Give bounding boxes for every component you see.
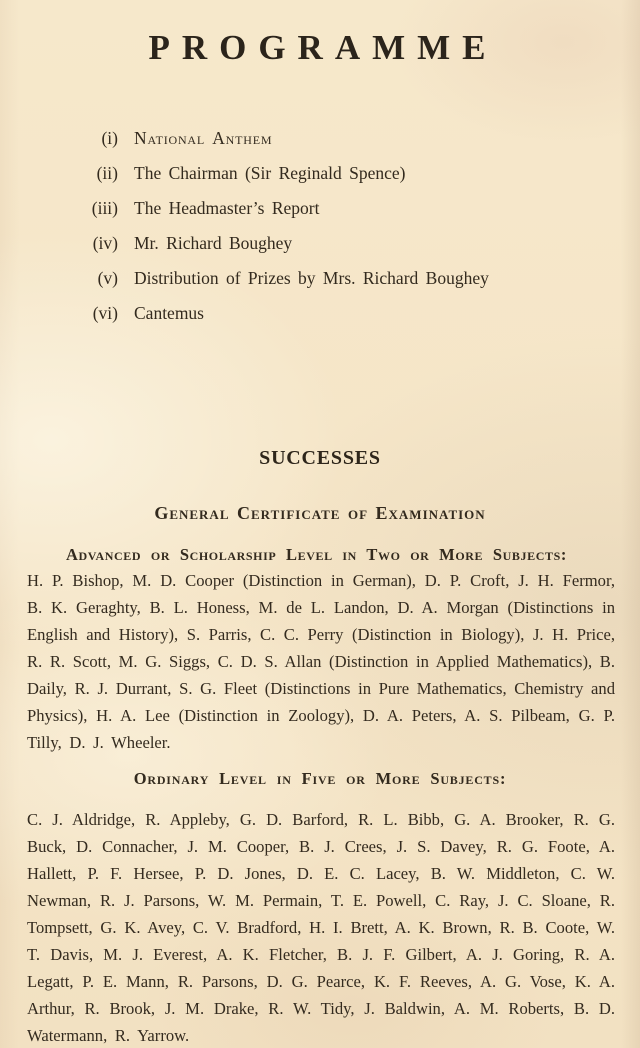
programme-list bbox=[0, 127, 640, 337]
programme-item bbox=[0, 267, 640, 289]
item-numeral: (iv) bbox=[92, 233, 118, 253]
item-numeral: (i) bbox=[101, 128, 118, 148]
advanced-level-heading: Advanced or Scholarship Level in Two or More Subjects: bbox=[66, 545, 567, 564]
item-label: The Chairman (Sir Reginald Spence) bbox=[134, 163, 406, 183]
item-label: National Anthem bbox=[134, 128, 273, 148]
item-label: Distribution of Prizes by Mrs. Richard Boughey bbox=[134, 268, 489, 288]
programme-item bbox=[0, 162, 640, 184]
advanced-level-names: H. P. Bishop, M. D. Cooper (Distinction in German), D. P. Croft, J. H. Fermor, B. K. Geraghty, B. L. Honess, M. de L. Landon, D. A. Morgan (Distinctions in English and History), S. Parris, C. C. Perry (Distinction in Biology), J. H. Price, R. R. Scott, M. G. Siggs, C. D. S. Allan (Distinction in Applied Mathematics), B. Daily, R. J. Durrant, S. G. Fleet (Distinctions in Pure Mathematics, Chemistry and Physics), H. A. Lee (Distinction in Zoology), D. A. Peters, A. S. Pilbeam, G. P. Tilly, D. J. Wheeler. bbox=[27, 571, 615, 752]
programme-item bbox=[0, 127, 640, 149]
item-label: Cantemus bbox=[134, 303, 204, 323]
ordinary-level-names: C. J. Aldridge, R. Appleby, G. D. Barford, R. L. Bibb, G. A. Brooker, R. G. Buck, D. Connacher, J. M. Cooper, B. J. Crees, J. S. Davey, R. G. Foote, A. Hallett, P. F. Hersee, P. D. Jones, D. E. C. Lacey, B. W. Middleton, C. W. Newman, R. J. Parsons, W. M. Permain, T. E. Powell, C. Ray, J. C. Sloane, R. Tompsett, G. K. Avey, C. V. Bradford, H. I. Brett, A. K. Brown, R. B. Coote, W. T. Davis, M. J. Everest, A. K. Fletcher, B. J. F. Gilbert, A. J. Goring, R. A. Legatt, P. E. Mann, R. Parsons, D. G. Pearce, K. F. Reeves, A. G. Vose, K. A. Arthur, R. Brook, J. M. Drake, R. W. Tidy, J. Baldwin, A. M. Roberts, B. D. Watermann, R. Yarrow. bbox=[27, 810, 615, 1045]
programme-item bbox=[0, 232, 640, 254]
item-numeral: (iii) bbox=[91, 198, 118, 218]
item-numeral: (ii) bbox=[96, 163, 118, 183]
programme-item bbox=[0, 302, 640, 324]
item-label: The Headmaster’s Report bbox=[134, 198, 320, 218]
ordinary-level-heading: Ordinary Level in Five or More Subjects: bbox=[133, 769, 507, 788]
item-label: Mr. Richard Boughey bbox=[134, 233, 293, 253]
successes-heading: SUCCESSES bbox=[259, 447, 381, 469]
programme-item bbox=[0, 197, 640, 219]
item-numeral: (v) bbox=[97, 268, 118, 288]
page-title: PROGRAMME bbox=[148, 28, 498, 67]
gce-subheading: General Certificate of Examination bbox=[154, 503, 486, 523]
item-numeral: (vi) bbox=[92, 303, 118, 323]
